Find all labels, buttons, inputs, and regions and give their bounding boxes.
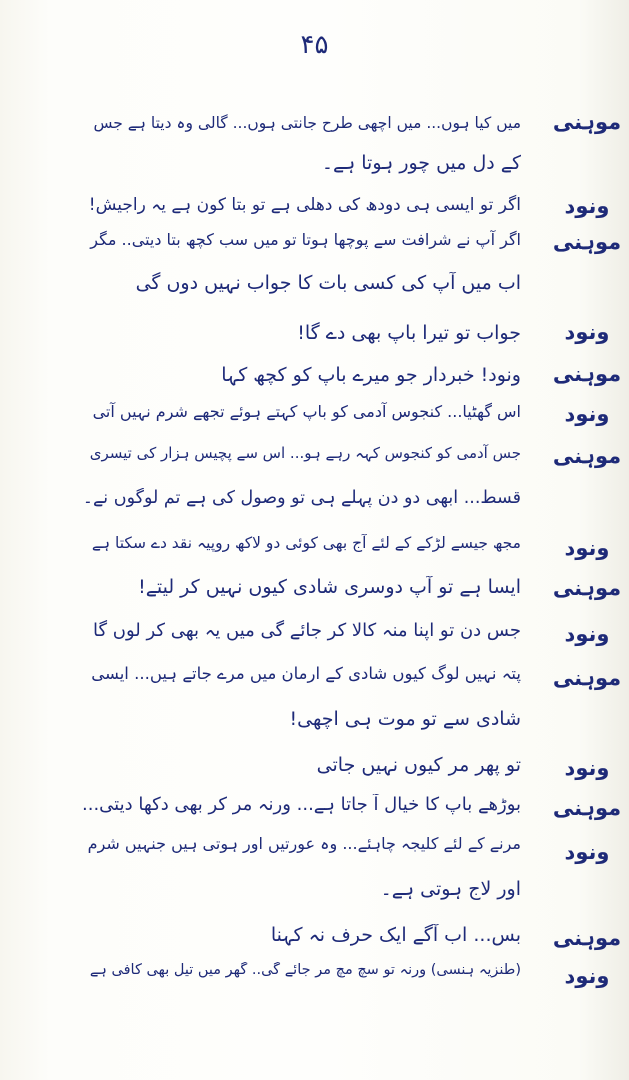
speaker-name: ونود xyxy=(564,622,610,646)
dialogue-line: بوڑھے باپ کا خیال آ جاتا ہے... ورنہ مر کر بھی دکھا دیتی... xyxy=(82,794,521,815)
speaker-name: موہنی xyxy=(552,796,622,820)
speaker-name: ونود xyxy=(564,194,610,218)
dialogue-line: شادی سے تو موت ہی اچھی! xyxy=(289,708,521,730)
speaker-name: ونود xyxy=(564,840,610,864)
speaker-name: موہنی xyxy=(552,110,622,134)
dialogue-line: تو پھر مر کیوں نہیں جاتی xyxy=(316,754,521,776)
speaker-name: موہنی xyxy=(552,576,622,600)
speaker-name: موہنی xyxy=(552,926,622,950)
dialogue-line: جواب تو تیرا باپ بھی دے گا! xyxy=(297,322,521,344)
speaker-name: موہنی xyxy=(552,444,622,468)
dialogue-line: (طنزیہ ہنسی) ورنہ تو سچ مچ مر جائے گی.. گھر میں تیل بھی کافی ہے xyxy=(89,962,521,978)
speaker-name: ونود xyxy=(564,964,610,988)
dialogue-line: اور لاج ہوتی ہے۔ xyxy=(380,878,521,900)
dialogue-line: اس گھٹیا... کنجوس آدمی کو باپ کہتے ہوئے تجھے شرم نہیں آتی xyxy=(92,402,521,421)
speaker-name: ونود xyxy=(564,320,610,344)
dialogue-line: مجھ جیسے لڑکے کے لئے آج بھی کوئی دو لاکھ روپیہ نقد دے سکتا ہے xyxy=(91,534,521,552)
speaker-name: ونود xyxy=(564,536,610,560)
page-number: ۴۵ xyxy=(300,30,329,60)
speaker-name: موہنی xyxy=(552,362,622,386)
dialogue-line: جس آدمی کو کنجوس کہہ رہے ہو... اس سے پچیس ہزار کی تیسری xyxy=(89,444,521,462)
dialogue-line: ونود! خبردار جو میرے باپ کو کچھ کہا xyxy=(221,364,521,386)
dialogue-line: قسط... ابھی دو دن پہلے ہی تو وصول کی ہے تم لوگوں نے۔ xyxy=(82,488,521,508)
dialogue-line: اگر تو ایسی ہی دودھ کی دھلی ہے تو بتا کون ہے یہ راجیش! xyxy=(88,195,521,215)
dialogue-line: ایسا ہے تو آپ دوسری شادی کیوں نہیں کر لیتے! xyxy=(138,576,521,598)
dialogue-line: مرنے کے لئے کلیجہ چاہئے... وہ عورتیں اور ہوتی ہیں جنہیں شرم xyxy=(87,834,521,853)
dialogue-line: کے دل میں چور ہوتا ہے۔ xyxy=(321,152,521,174)
speaker-name: موہنی xyxy=(552,230,622,254)
dialogue-line: پتہ نہیں لوگ کیوں شادی کے ارمان میں مرے جاتے ہیں... ایسی xyxy=(91,664,521,683)
speaker-name: موہنی xyxy=(552,666,622,690)
dialogue-line: جس دن تو اپنا منہ کالا کر جائے گی میں یہ بھی کر لوں گا xyxy=(92,620,521,641)
dialogue-line: اگر آپ نے شرافت سے پوچھا ہوتا تو میں سب کچھ بتا دیتی.. مگر xyxy=(90,230,521,249)
dialogue-line: میں کیا ہوں... میں اچھی طرح جانتی ہوں... گالی وہ دیتا ہے جس xyxy=(93,114,521,132)
speaker-name: ونود xyxy=(564,402,610,426)
dialogue-line: بس... اب آگے ایک حرف نہ کہنا xyxy=(270,924,521,946)
speaker-name: ونود xyxy=(564,756,610,780)
dialogue-line: اب میں آپ کی کسی بات کا جواب نہیں دوں گی xyxy=(135,272,521,294)
